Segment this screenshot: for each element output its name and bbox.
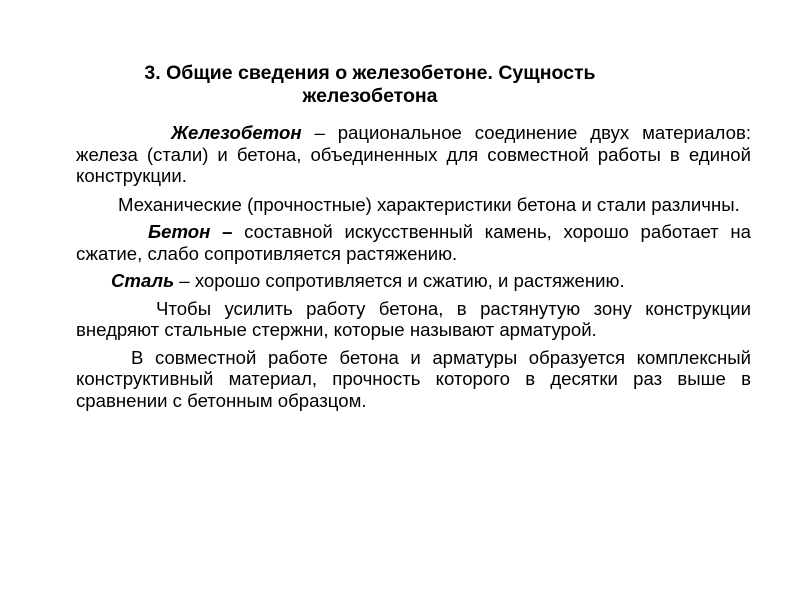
paragraph-steel	[76, 270, 751, 292]
term-concrete: Бетон –	[148, 221, 233, 242]
paragraph-text: Чтобы усилить работу бетона, в растянутую зону конструкции внедряют стальные стержни, которые называют арматурой.	[76, 297, 751, 340]
slide-title	[60, 62, 680, 108]
paragraph-reinforced-concrete	[76, 122, 751, 187]
slide-title-line-2: железобетона	[302, 85, 438, 107]
paragraph-text: составной искусственный камень, хорошо работает на сжатие, слабо сопротивляется растяжению.	[76, 221, 751, 264]
paragraph-reinforcement	[76, 298, 751, 341]
paragraph-text: – хорошо сопротивляется и сжатию, и растяжению.	[174, 270, 625, 291]
slide-body	[76, 122, 751, 416]
term-steel: Сталь	[111, 270, 175, 291]
paragraph-text: В совместной работе бетона и арматуры образуется комплексный конструктивный материал, прочность которого в десятки раз выше в сравнении с бетонным образцом.	[76, 346, 751, 411]
paragraph-composite-material	[76, 347, 751, 412]
slide-title-line-1: 3. Общие сведения о железобетоне. Сущность	[144, 62, 596, 84]
paragraph-text: Механические (прочностные) характеристики бетона и стали различны.	[118, 193, 740, 215]
paragraph-text: – рациональное соединение двух материалов: железа (стали) и бетона, объединенных для совместной работы в единой конструкции.	[76, 122, 751, 186]
paragraph-concrete	[76, 221, 751, 264]
paragraph-mechanical-properties	[76, 194, 751, 216]
term-reinforced-concrete: Железобетон	[171, 122, 302, 143]
